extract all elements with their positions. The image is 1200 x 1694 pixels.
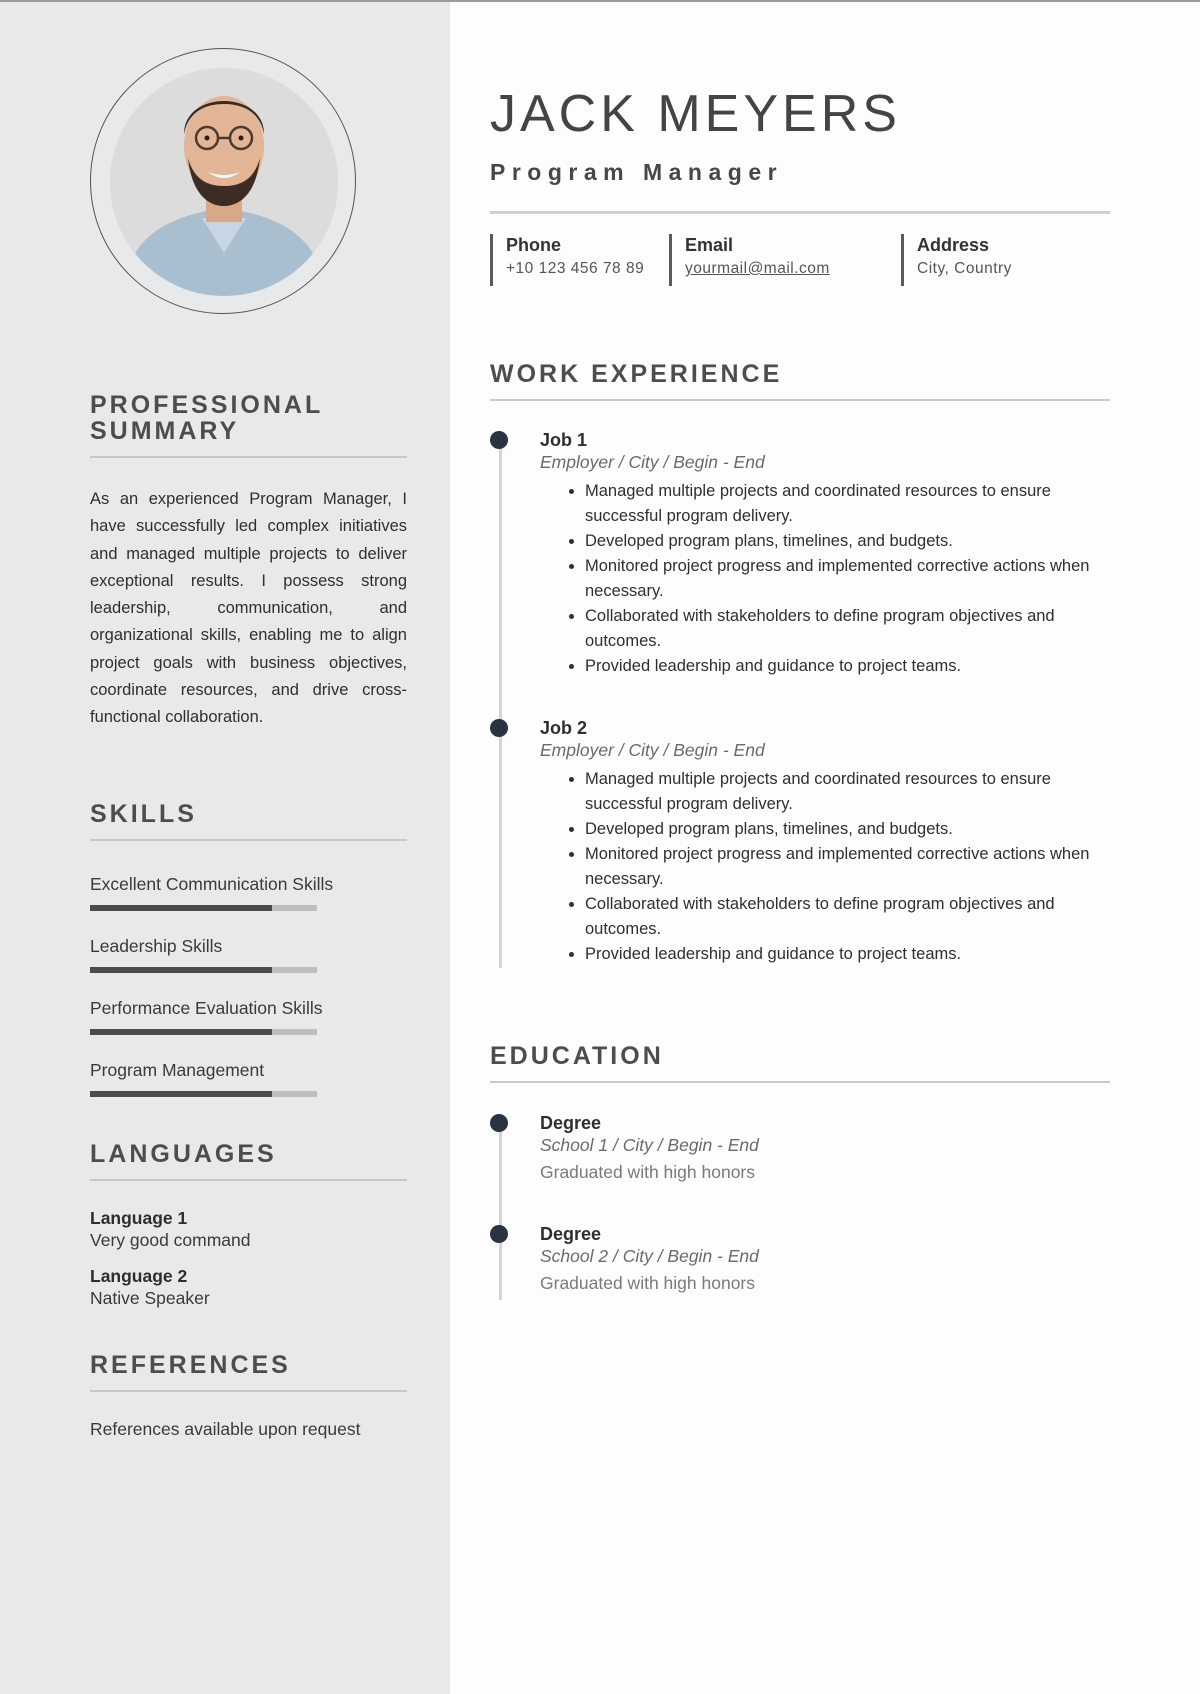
candidate-title: Program Manager [490, 159, 784, 185]
job-title: Job 2 [540, 718, 588, 738]
references-divider [90, 1390, 407, 1392]
skill-level-bar [90, 905, 317, 911]
school-subtitle: School 2 / City / Begin - End [540, 1246, 759, 1266]
summary-heading [90, 392, 407, 444]
skill-name: Leadership Skills [90, 936, 223, 956]
main-column [450, 2, 1200, 1694]
degree-title: Degree [540, 1224, 602, 1244]
summary-heading-line2: SUMMARY [90, 417, 240, 445]
work-divider [490, 399, 1110, 401]
skill-item [90, 874, 407, 936]
references-section [90, 1352, 407, 1440]
language-name: Language 1 [90, 1208, 188, 1228]
contact-address [901, 234, 1012, 286]
address-value: City, Country [917, 260, 1012, 277]
skill-level-bar [90, 1091, 317, 1097]
skills-list [90, 874, 407, 1122]
language-item [90, 1265, 407, 1309]
languages-heading: LANGUAGES [90, 1140, 277, 1168]
language-name: Language 2 [90, 1266, 188, 1286]
skill-name: Program Management [90, 1060, 265, 1080]
skills-heading: SKILLS [90, 800, 197, 828]
timeline-dot [490, 719, 508, 737]
references-text: References available upon request [90, 1419, 361, 1439]
language-level: Native Speaker [90, 1288, 210, 1308]
candidate-name: JACK MEYERS [490, 85, 901, 143]
references-heading: REFERENCES [90, 1351, 291, 1379]
education-timeline [499, 1122, 502, 1300]
address-label: Address [917, 235, 990, 255]
education-note: Graduated with high honors [540, 1273, 755, 1293]
timeline-dot [490, 1114, 508, 1132]
languages-section [90, 1141, 407, 1309]
summary-section [90, 392, 407, 732]
list-item: • Monitored project progress and implemented corrective actions when necessary. [585, 842, 1110, 892]
education-entry [540, 1112, 1110, 1183]
timeline-dot [490, 431, 508, 449]
portrait-illustration [110, 68, 338, 296]
education-entry [540, 1223, 1110, 1294]
skill-level-fill [90, 967, 272, 973]
list-item: • Developed program plans, timelines, and budgets. [585, 817, 1110, 842]
job-entry [540, 717, 1110, 967]
education-divider [490, 1081, 1110, 1083]
language-item [90, 1207, 407, 1251]
summary-text: As an experienced Program Manager, I have successfully led complex initiatives and managed multiple projects to deliver exceptional results. I possess strong leadership, communication, and organizational skills, enabling me to align project goals with business objectives, coordinate resources, and drive cross-functional collaboration. [90, 490, 407, 727]
languages-divider [90, 1179, 407, 1181]
education-heading: EDUCATION [490, 1042, 664, 1070]
profile-photo [110, 68, 338, 296]
timeline-dot [490, 1225, 508, 1243]
skills-section [90, 801, 407, 1122]
language-level: Very good command [90, 1230, 251, 1250]
skill-name: Excellent Communication Skills [90, 874, 334, 894]
skill-item [90, 936, 407, 998]
skill-level-bar [90, 967, 317, 973]
skill-item [90, 998, 407, 1060]
sidebar [0, 2, 450, 1694]
skill-level-fill [90, 1029, 272, 1035]
list-item: • Collaborated with stakeholders to define program objectives and outcomes. [585, 604, 1110, 654]
skill-name: Performance Evaluation Skills [90, 998, 323, 1018]
summary-heading-line1: PROFESSIONAL [90, 391, 324, 419]
phone-label: Phone [506, 235, 562, 255]
skill-level-fill [90, 905, 272, 911]
list-item: • Managed multiple projects and coordinated resources to ensure successful program delivery. [585, 767, 1110, 817]
list-item: • Managed multiple projects and coordinated resources to ensure successful program delivery. [585, 479, 1110, 529]
phone-value: +10 123 456 78 89 [506, 260, 645, 277]
work-heading: WORK EXPERIENCE [490, 360, 783, 388]
job-subtitle: Employer / City / Begin - End [540, 740, 765, 760]
list-item: • Collaborated with stakeholders to define program objectives and outcomes. [585, 892, 1110, 942]
job-subtitle: Employer / City / Begin - End [540, 452, 765, 472]
skill-level-fill [90, 1091, 272, 1097]
contact-email [669, 234, 830, 286]
job-bullets [540, 767, 1110, 967]
job-title: Job 1 [540, 430, 588, 450]
job-entry [540, 429, 1110, 679]
header-divider [490, 211, 1110, 214]
work-timeline [499, 440, 502, 968]
degree-title: Degree [540, 1113, 602, 1133]
list-item: • Provided leadership and guidance to project teams. [585, 654, 1110, 679]
summary-divider [90, 456, 407, 458]
email-link[interactable]: yourmail@mail.com [685, 260, 830, 277]
skill-item [90, 1060, 407, 1122]
skills-divider [90, 839, 407, 841]
school-subtitle: School 1 / City / Begin - End [540, 1135, 759, 1155]
education-note: Graduated with high honors [540, 1162, 755, 1182]
list-item: • Developed program plans, timelines, and budgets. [585, 529, 1110, 554]
email-label: Email [685, 235, 734, 255]
list-item: • Monitored project progress and implemented corrective actions when necessary. [585, 554, 1110, 604]
list-item: • Provided leadership and guidance to project teams. [585, 942, 1110, 967]
job-bullets [540, 479, 1110, 679]
skill-level-bar [90, 1029, 317, 1035]
contact-phone [490, 234, 644, 286]
